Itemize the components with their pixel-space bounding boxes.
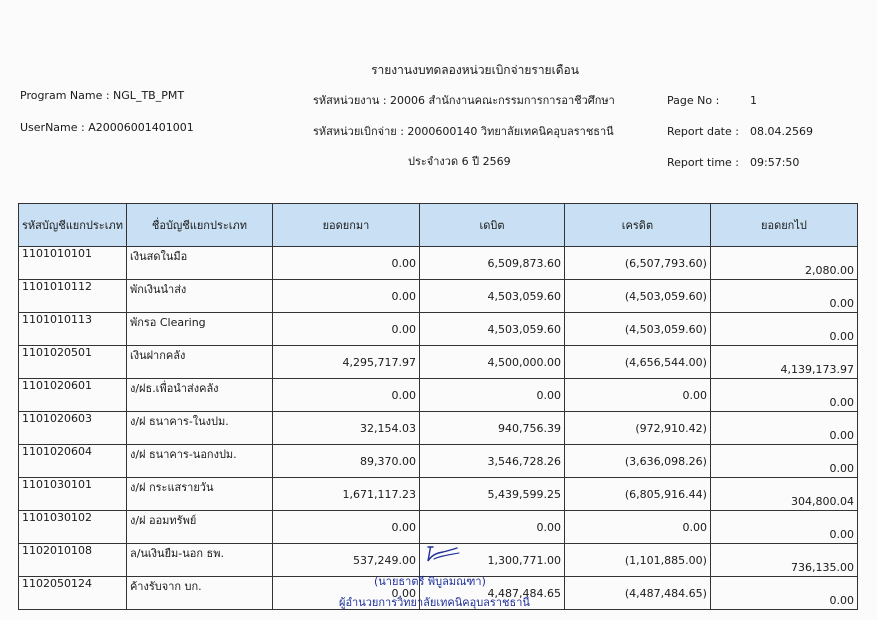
cell-debit: 940,756.39 [419,412,564,445]
table-row [19,280,858,313]
table-row [19,478,858,511]
header-opening-balance: ยอดยกมา [272,204,419,247]
table-row [19,412,858,445]
agency-code: รหัสหน่วยงาน : 20006 สำนักงานคณะกรรมการการอาชีวศึกษา [313,94,615,107]
cell-account-name: เงินสดในมือ [126,247,272,280]
cell-account-name: เงินฝากคลัง [126,346,272,379]
username: UserName : A20006001401001 [20,121,194,134]
cell-account-name: ง/ฝ กระแสรายวัน [126,478,272,511]
report-time-value: 09:57:50 [750,156,800,169]
cell-closing-balance: 736,135.00 [710,544,857,577]
cell-debit: 4,500,000.00 [419,346,564,379]
header-debit: เดบิต [419,204,564,247]
cell-credit: (6,805,916.44) [564,478,710,511]
cell-debit: 6,509,873.60 [419,247,564,280]
header-account-name: ชื่อบัญชีแยกประเภท [126,204,272,247]
cell-account-name: ง/ฝ ธนาคาร-ในงปม. [126,412,272,445]
cell-credit: (1,101,885.00) [564,544,710,577]
cell-account-code: 1101020501 [19,346,127,379]
header-closing-balance: ยอดยกไป [710,204,857,247]
report-title: รายงานงบทดลองหน่วยเบิกจ่ายรายเดือน [371,63,579,77]
cell-account-code: 1101030102 [19,511,127,544]
cell-account-code: 1101010112 [19,280,127,313]
cell-closing-balance: 0.00 [710,412,857,445]
cell-opening-balance: 0.00 [272,577,419,610]
cell-closing-balance: 304,800.04 [710,478,857,511]
cell-debit: 0.00 [419,379,564,412]
cell-credit: (4,503,059.60) [564,280,710,313]
cell-account-code: 1102010108 [19,544,127,577]
report-date-label: Report date : [667,125,739,138]
table-row [19,511,858,544]
cell-debit: 1,300,771.00 [419,544,564,577]
cell-debit: 0.00 [419,511,564,544]
cell-debit: 4,503,059.60 [419,313,564,346]
header-account-code: รหัสบัญชีแยกประเภท [19,204,127,247]
table-row [19,313,858,346]
report-time-label: Report time : [667,156,740,169]
cell-opening-balance: 0.00 [272,247,419,280]
program-name: Program Name : NGL_TB_PMT [20,89,185,102]
cell-account-name: ค้างรับจาก บก. [126,577,272,610]
report-period: ประจำงวด 6 ปี 2569 [408,155,511,168]
cell-account-code: 1101030101 [19,478,127,511]
cell-credit: (972,910.42) [564,412,710,445]
table-row [19,247,858,280]
cell-opening-balance: 1,671,117.23 [272,478,419,511]
cell-closing-balance: 0.00 [710,280,857,313]
cell-account-code: 1101010113 [19,313,127,346]
cell-credit: (4,487,484.65) [564,577,710,610]
cell-opening-balance: 0.00 [272,280,419,313]
cell-closing-balance: 0.00 [710,511,857,544]
table-header-row [19,204,858,247]
cell-account-name: พักรอ Clearing [126,313,272,346]
cell-account-code: 1101020604 [19,445,127,478]
cell-debit: 3,546,728.26 [419,445,564,478]
cell-credit: (4,656,544.00) [564,346,710,379]
cell-debit: 4,487,484.65 [419,577,564,610]
cell-account-name: ล/นเงินยืม-นอก ธพ. [126,544,272,577]
cell-opening-balance: 537,249.00 [272,544,419,577]
disbursing-unit-code: รหัสหน่วยเบิกจ่าย : 2000600140 วิทยาลัยเทคนิคอุบลราชธานี [313,125,614,138]
header-credit: เครดิต [564,204,710,247]
cell-account-name: ง/ฝ ธนาคาร-นอกงปม. [126,445,272,478]
signer-name: (นายธาตรี พิบูลมณฑา) [374,575,486,588]
page-no-value: 1 [750,94,757,107]
cell-credit: (4,503,059.60) [564,313,710,346]
cell-account-name: พักเงินนำส่ง [126,280,272,313]
cell-closing-balance: 0.00 [710,379,857,412]
handwritten-signature [424,544,464,564]
table-row [19,346,858,379]
cell-opening-balance: 0.00 [272,511,419,544]
cell-closing-balance: 0.00 [710,445,857,478]
signer-title: ผู้อำนวยการวิทยาลัยเทคนิคอุบลราชธานี [339,596,530,609]
cell-account-code: 1101020601 [19,379,127,412]
cell-account-code: 1101010101 [19,247,127,280]
cell-credit: (3,636,098.26) [564,445,710,478]
cell-credit: 0.00 [564,511,710,544]
cell-closing-balance: 4,139,173.97 [710,346,857,379]
cell-opening-balance: 4,295,717.97 [272,346,419,379]
cell-account-name: ง/ฝธ.เพื่อนำส่งคลัง [126,379,272,412]
cell-debit: 5,439,599.25 [419,478,564,511]
table-row [19,445,858,478]
cell-account-name: ง/ฝ ออมทรัพย์ [126,511,272,544]
page-no-label: Page No : [667,94,720,107]
cell-credit: (6,507,793.60) [564,247,710,280]
cell-opening-balance: 0.00 [272,379,419,412]
cell-opening-balance: 0.00 [272,313,419,346]
cell-account-code: 1101020603 [19,412,127,445]
cell-closing-balance: 2,080.00 [710,247,857,280]
cell-opening-balance: 89,370.00 [272,445,419,478]
cell-debit: 4,503,059.60 [419,280,564,313]
report-date-value: 08.04.2569 [750,125,813,138]
cell-opening-balance: 32,154.03 [272,412,419,445]
table-row [19,379,858,412]
cell-closing-balance: 0.00 [710,577,857,610]
cell-credit: 0.00 [564,379,710,412]
cell-account-code: 1102050124 [19,577,127,610]
cell-closing-balance: 0.00 [710,313,857,346]
